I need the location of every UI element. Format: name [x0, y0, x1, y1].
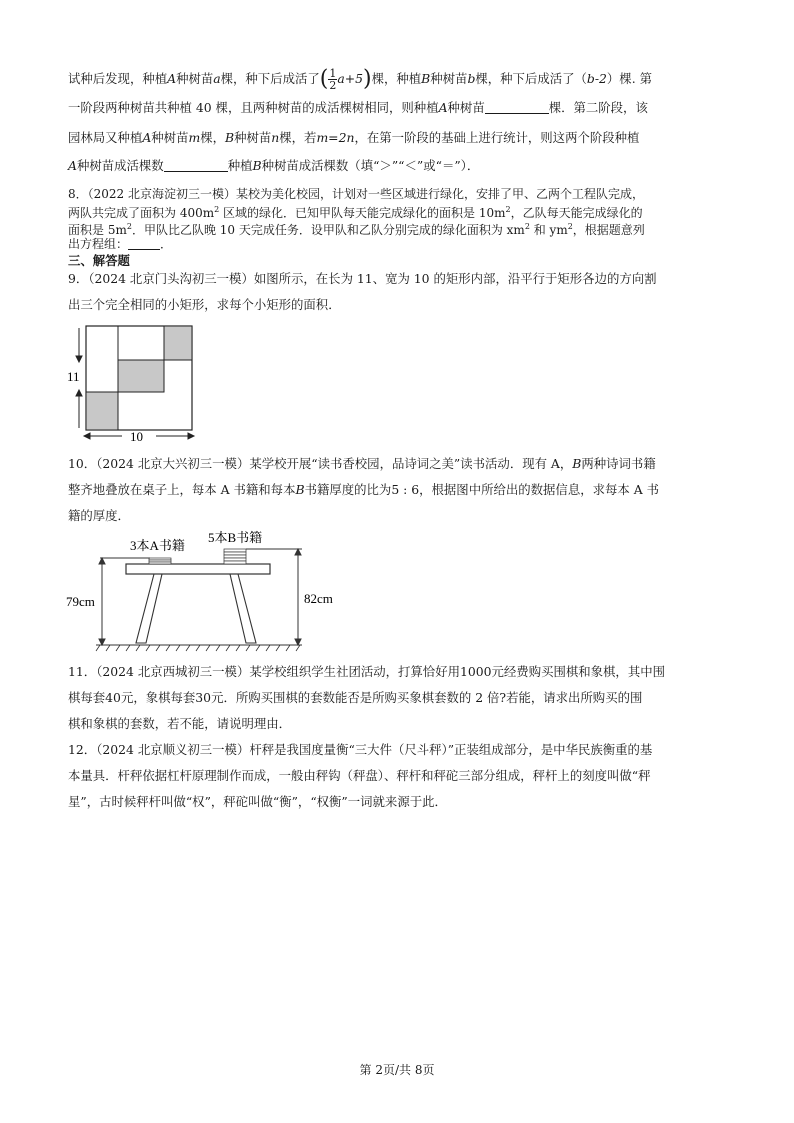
- dimension-79: [99, 558, 105, 645]
- dimension-82: [295, 549, 301, 645]
- label-79cm: 79cm: [66, 594, 95, 609]
- q8-line-1: 8．（2022 北京海淀初三一模）某校为美化校园，计划对一些区域进行绿化，安排了甲、乙两个工程队完成，: [68, 187, 644, 201]
- q7-line-2: 一阶段两种树苗共种植 40 棵，且两种树苗的成活棵树相同，则种植A种树苗 棵．第二阶段，该: [68, 100, 648, 115]
- table-top: [126, 564, 270, 574]
- page-number: 第 2页/共 8页: [359, 1063, 435, 1077]
- q7-line-3: 园林局又种植A种树苗m棵，B种树苗n棵，若m=2n，在第一阶段的基础上进行统计，则这两个阶段种植: [68, 130, 640, 145]
- q10-line-1: 10．（2024 北京大兴初三一模）某学校开展“读书香校园，品诗词之美”读书活动．现有 A，B两种诗词书籍: [68, 456, 656, 471]
- q11-line-2: 棋每套40元，象棋每套30元．所购买围棋的套数能否是所购买象棋套数的 2 倍?若能，请求出所购买的围: [68, 690, 643, 705]
- label-3a-books: 3本A书籍: [130, 538, 185, 553]
- ground: [96, 645, 302, 651]
- label-10: 10: [130, 429, 143, 444]
- section-heading: 三、解答题: [68, 253, 130, 268]
- small-rectangle-bottom: [86, 392, 118, 430]
- table-legs: [136, 574, 256, 643]
- q9-line-2: 出三个完全相同的小矩形，求每个小矩形的面积．: [68, 297, 341, 312]
- table-figure: [66, 528, 333, 652]
- answer-blank[interactable]: [164, 159, 228, 172]
- q12-line-3: 星”，古时候秤杆叫做“权”，秤砣叫做“衡”，“权衡”一词就来源于此．: [68, 794, 447, 809]
- fraction-one-half: $\frac{1}{2}$: [329, 67, 337, 92]
- q12-line-1: 12．（2024 北京顺义初三一模）杆秤是我国度量衡“三大件（尺斗秤）”正装组成部分，是中华民族衡重的基: [68, 742, 653, 757]
- small-rectangle-top: [164, 326, 192, 360]
- q12-line-2: 本量具．杆秤依据杠杆原理制作而成，一般由秤钩（秤盘）、秤杆和秤砣三部分组成，秤杆上的刻度叫做“秤: [68, 768, 651, 783]
- q8-line-3: 面积是 $5m^2$．甲队比乙队晚 10 天完成任务．设甲队和乙队分别完成的绿化面积为 $xm^2$ 和 $ym^2$，根据题意列: [68, 222, 645, 237]
- q11-line-1: 11．（2024 北京西城初三一模）某学校组织学生社团活动，打算恰好用1000元经费购买围棋和象棋，其中围: [68, 664, 665, 679]
- label-82cm: 82cm: [304, 591, 333, 606]
- rectangle-figure: [66, 320, 200, 446]
- q7-line-4: A种树苗成活棵数 种植B种树苗成活棵数（填“＞”“＜”或“＝”）．: [68, 158, 480, 173]
- book-stack-b: [224, 549, 246, 564]
- book-stack-a: [149, 558, 171, 564]
- q10-line-3: 籍的厚度．: [68, 508, 130, 523]
- q8-line-4: 出方程组： ．: [68, 237, 173, 251]
- small-rectangle-middle: [118, 360, 164, 392]
- label-11: 11: [67, 369, 80, 384]
- answer-blank[interactable]: [485, 101, 549, 114]
- q10-line-2: 整齐地叠放在桌子上，每本 A 书籍和每本B书籍厚度的比为5 : 6，根据图中所给出的数据信息，求每本 A 书: [68, 482, 659, 497]
- q11-line-3: 棋和象棋的套数，若不能，请说明理由．: [68, 716, 292, 731]
- q8-line-2: 两队共完成了面积为 $400m^2$ 区域的绿化．已知甲队每天能完成绿化的面积是 $10m^2$，乙队每天能完成绿化的: [68, 205, 643, 220]
- q9-line-1: 9．（2024 北京门头沟初三一模）如图所示，在长为 11、宽为 10 的矩形内部，沿平行于矩形各边的方向割: [68, 271, 657, 286]
- answer-blank[interactable]: [128, 237, 160, 250]
- label-5b-books: 5本B书籍: [208, 530, 263, 545]
- q7-line-1: 试种后发现，种植A种树苗a棵，种下后成活了( $\frac{1}{2}$ a+5)棵，种植B种树苗b棵，种下后成活了（b-2）棵. 第: [68, 66, 652, 92]
